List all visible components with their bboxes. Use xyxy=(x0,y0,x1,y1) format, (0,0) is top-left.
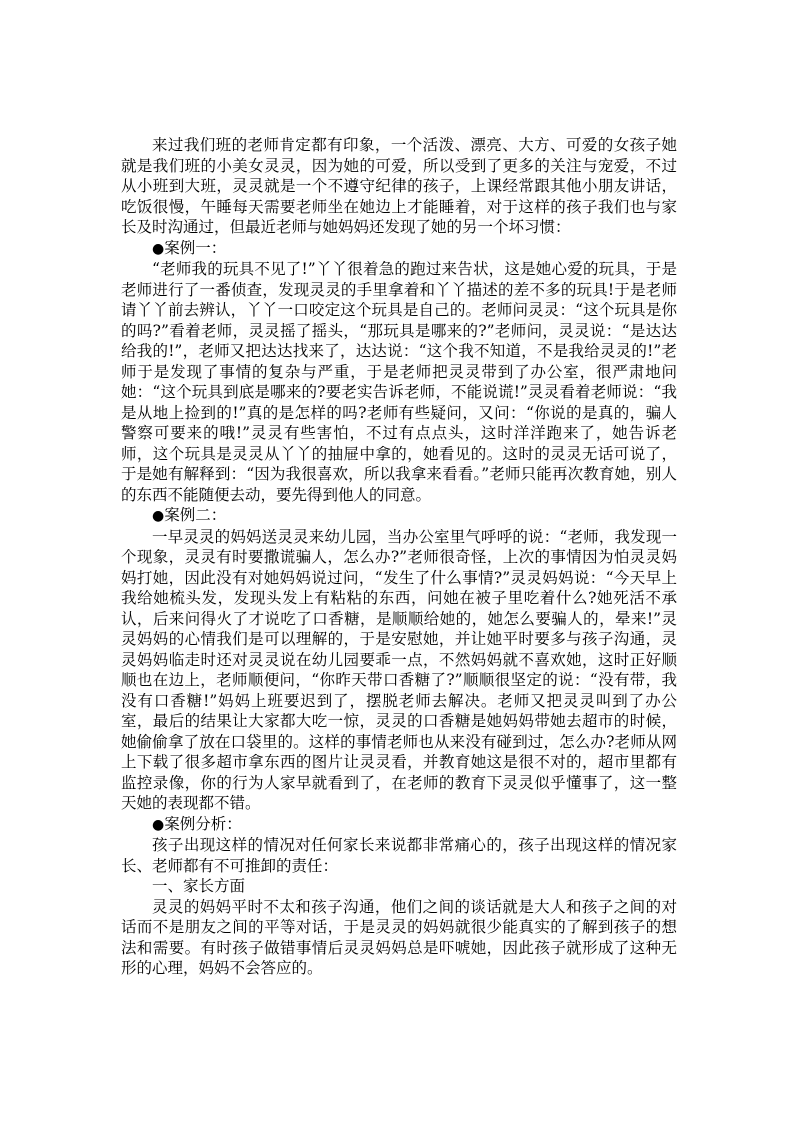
case1-heading xyxy=(121,238,677,260)
bullet-icon: ● xyxy=(152,816,165,833)
case2-heading xyxy=(121,505,677,527)
case2-heading-label: 案例二： xyxy=(164,506,227,524)
case1-paragraph: “老师我的玩具不见了!”丫丫很着急的跑过来告状，这是她心爱的玩具，于是老师进行了一番侦查，发现灵灵的手里拿着和丫丫描述的差不多的玩具!于是老师请丫丫前去辨认，丫丫一口咬定这个玩具是自己的。老师问灵灵：“这个玩具是你的吗?”看着老师，灵灵摇了摇头，“那玩具是哪来的?”老师问，灵灵说：“是达达给我的!”，老师又把达达找来了，达达说：“这个我不知道，不是我给灵灵的!”老师于是发现了事情的复杂与严重，于是老师把灵灵带到了办公室，很严肃地问她：“这个玩具到底是哪来的?要老实告诉老师，不能说谎!”灵灵看着老师说：“我是从地上捡到的!”真的是怎样的吗?老师有些疑问，又问：“你说的是真的，骗人警察可要来的哦!”灵灵有些害怕，不过有点点头，这时洋洋跑来了，她告诉老师，这个玩具是灵灵从丫丫的抽屉中拿的，她看见的。这时的灵灵无话可说了，于是她有解释到：“因为我很喜欢，所以我拿来看看。”老师只能再次教育她，别人的东西不能随便去动，要先得到他人的同意。 xyxy=(121,260,677,504)
analysis-section1-title: 一、家长方面 xyxy=(152,877,246,895)
analysis-section1-paragraph: 灵灵的妈妈平时不太和孩子沟通，他们之间的谈话就是大人和孩子之间的对话而不是朋友之间的平等对话，于是灵灵的妈妈就很少能真实的了解到孩子的想法和需要。有时孩子做错事情后灵灵妈妈总是吓唬她，因此孩子就形成了这种无形的心理，妈妈不会答应的。 xyxy=(121,897,677,977)
bullet-icon: ● xyxy=(152,508,165,524)
bullet-icon: ● xyxy=(152,240,165,257)
analysis-paragraph: 孩子出现这样的情况对任何家长来说都非常痛心的，孩子出现这样的情况家长、老师都有不可推卸的责任： xyxy=(121,836,677,875)
case2-paragraph: 一早灵灵的妈妈送灵灵来幼儿园，当办公室里气呼呼的说：“老师，我发现一个现象，灵灵有时要撒谎骗人，怎么办?”老师很奇怪，上次的事情因为怕灵灵妈妈打她，因此没有对她妈妈说过问，“发生了什么事情?”灵灵妈妈说：“今天早上我给她梳头发，发现头发上有粘粘的东西，问她在被子里吃着什么?她死活不承认，后来问得火了才说吃了口香糖，是顺顺给她的，她怎么要骗人的，晕来!”灵灵妈妈的心情我们是可以理解的，于是安慰她，并让她平时要多与孩子沟通，灵灵妈妈临走时还对灵灵说在幼儿园要乖一点，不然妈妈就不喜欢她，这时正好顺顺也在边上，老师顺便问，“你昨天带口香糖了?”顺顺很坚定的说：“没有带，我没有口香糖!”妈妈上班要迟到了，摆脱老师去解决。老师又把灵灵叫到了办公室，最后的结果让大家都大吃一惊，灵灵的口香糖是她妈妈带她去超市的时候，她偷偷拿了放在口袋里的。这样的事情老师也从来没有碰到过，怎么办?老师从网上下载了很多超市拿东西的图片让灵灵看，并教育她这是很不对的，超市里都有监控录像，你的行为人家早就看到了，在老师的教育下灵灵似乎懂事了，这一整天她的表现都不错。 xyxy=(121,527,677,812)
intro-paragraph: 来过我们班的老师肯定都有印象，一个活泼、漂亮、大方、可爱的女孩子她就是我们班的小美女灵灵，因为她的可爱，所以受到了更多的关注与宠爱，不过从小班到大班，灵灵就是一个不遵守纪律的孩子，上课经常跟其他小朋友讲话，吃饭很慢，午睡每天需要老师坐在她边上才能睡着，对于这样的孩子我们也与家长及时沟通过，但最近老师与她妈妈还发现了她的另一个坏习惯： xyxy=(121,136,677,236)
document-page xyxy=(121,135,677,979)
case1-heading-label: 案例一： xyxy=(164,238,227,257)
analysis-heading xyxy=(121,814,677,836)
analysis-heading-label: 案例分析： xyxy=(164,814,242,833)
